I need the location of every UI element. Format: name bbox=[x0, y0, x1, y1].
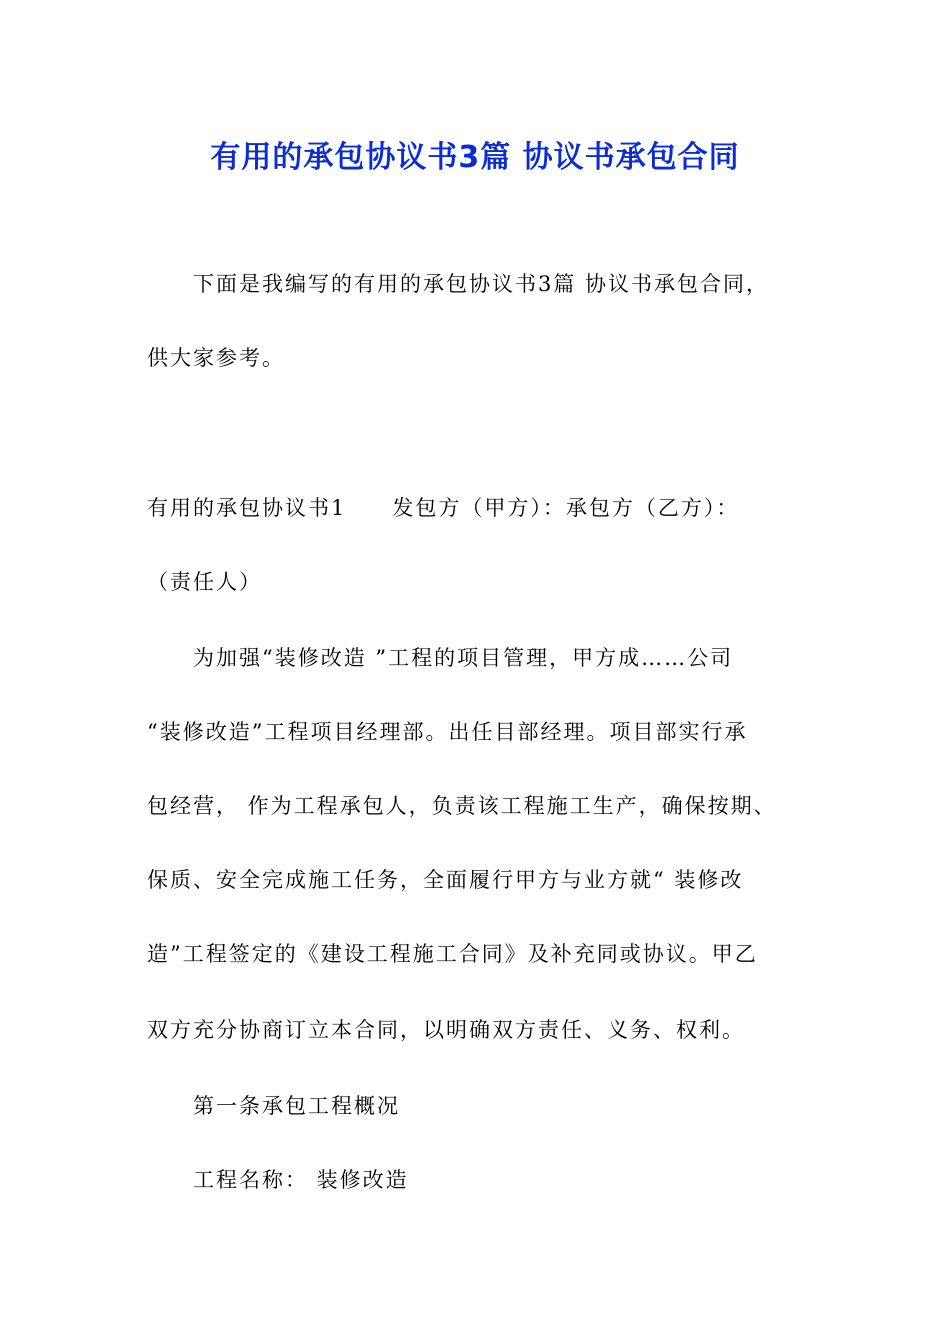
paragraph-line-2: “装修改造”工程项目经理部。出任目部经理。项目部实行承 bbox=[147, 720, 748, 744]
paragraph-line-4: 保质、安全完成施工任务，全面履行甲方与业方就“ 装修改 bbox=[147, 868, 744, 892]
section-heading-parties: 有用的承包协议书1 发包方（甲方）：承包方（乙方）： bbox=[147, 496, 740, 520]
paragraph-line-3: 包经营， 作为工程承包人，负责该工程施工生产，确保按期、 bbox=[147, 794, 777, 818]
responsible-person-line: （责任人） bbox=[147, 570, 262, 594]
paragraph-line-1: 为加强“装修改造 ”工程的项目管理，甲方成……公司 bbox=[193, 646, 734, 670]
article-one-heading: 第一条承包工程概况 bbox=[193, 1094, 400, 1118]
paragraph-line-5: 造”工程签定的《建设工程施工合同》及补充同或协议。甲乙 bbox=[147, 942, 758, 966]
document-title: 有用的承包协议书3篇 协议书承包合同 bbox=[210, 140, 740, 175]
intro-line-2: 供大家参考。 bbox=[147, 346, 285, 370]
paragraph-line-6: 双方充分协商订立本合同，以明确双方责任、义务、权利。 bbox=[147, 1018, 745, 1042]
project-name-line: 工程名称： 装修改造 bbox=[193, 1168, 409, 1192]
intro-line-1: 下面是我编写的有用的承包协议书3篇 协议书承包合同， bbox=[193, 272, 770, 296]
